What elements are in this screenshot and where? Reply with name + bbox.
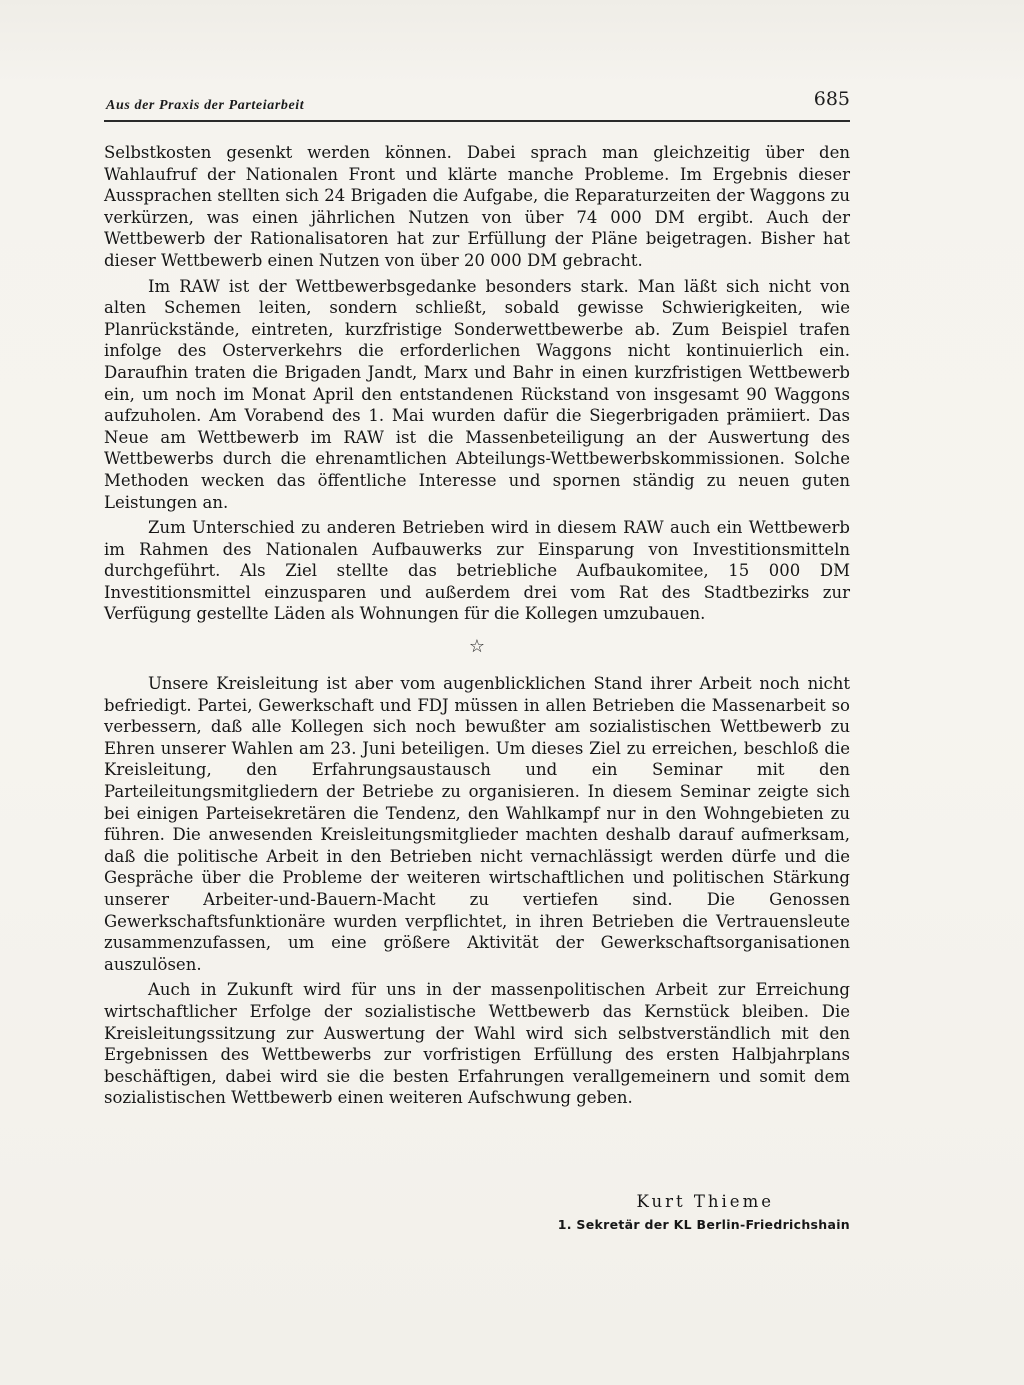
paragraph-3: Zum Unterschied zu anderen Betrieben wird in diesem RAW auch ein Wettbewerb im Rahmen des Nationalen Aufbauwerks zur Einsparung von Investitionsmitteln durchgeführt. Als Ziel stellte das betriebliche Aufbaukomitee, 15 000 DM Investitionsmittel einzusparen und außerdem drei vom Rat des Stadtbezirks zur Verfügung gestellte Läden als Wohnungen für die Kollegen umzubauen. xyxy=(104,518,850,624)
section-separator-star: ☆ xyxy=(468,636,486,658)
paragraph-2: Im RAW ist der Wettbewerbsgedanke besonders stark. Man läßt sich nicht von alten Schemen leiten, sondern schließt, sobald gewisse Schwierigkeiten, wie Planrückstände, eintreten, kurzfristige Sonderwettbewerbe ab. Zum Beispiel trafen infolge des Osterverkehrs die erforderlichen Waggons nicht kontinuierlich ein. Daraufhin traten die Brigaden Jandt, Marx und Bahr in einen kurzfristigen Wettbewerb ein, um noch im Monat April den entstandenen Rückstand von insgesamt 90 Waggons aufzuholen. Am Vorabend des 1. Mai wurden dafür die Siegerbrigaden prämiiert. Das Neue am Wettbewerb im RAW ist die Massenbeteiligung an der Auswertung des Wettbewerbs durch die ehrenamtlichen Abteilungs-Wettbewerbskommissionen. Solche Methoden wecken das öffentliche Interesse und spornen ständig zu neuen guten Leistungen an. xyxy=(104,276,850,512)
running-head: Aus der Praxis der Parteiarbeit xyxy=(106,98,305,113)
author-role: 1. Sekretär der KL Berlin-Friedrichshain xyxy=(557,1217,850,1232)
paragraph-4: Unsere Kreisleitung ist aber vom augenblicklichen Stand ihrer Arbeit noch nicht befriedigt. Partei, Gewerkschaft und FDJ müssen in allen Betrieben die Massenarbeit so verbessern, daß alle Kollegen sich noch bewußter am sozialistischen Wettbewerb zu Ehren unserer Wahlen am 23. Juni beteiligen. Um dieses Ziel zu erreichen, beschloß die Kreisleitung, den Erfahrungsaustausch und ein Seminar mit den Parteileitungsmitgliedern der Betriebe zu organisieren. In diesem Seminar zeigte sich bei einigen Parteisekretären die Tendenz, den Wahlkampf nur in den Wohngebieten zu führen. Die anwesenden Kreisleitungsmitglieder machten deshalb darauf aufmerksam, daß die politische Arbeit in den Betrieben nicht vernachlässigt werden dürfe und die Gespräche über die Probleme der weiteren wirtschaftlichen und politischen Stärkung unserer Arbeiter-und-Bauern-Macht zu vertiefen sind. Die Genossen Gewerkschaftsfunktionäre wurden verpflichtet, in ihren Betrieben die Vertrauensleute zusammenzufassen, um eine größere Aktivität der Gewerkschaftsorganisationen auszulösen. xyxy=(104,674,850,974)
paragraph-1: Selbstkosten gesenkt werden können. Dabei sprach man gleichzeitig über den Wahlaufruf der Nationalen Front und klärte manche Probleme. Im Ergebnis dieser Aussprachen stellten sich 24 Brigaden die Aufgabe, die Reparaturzeiten der Waggons zu verkürzen, was einen jährlichen Nutzen von über 74 000 DM ergibt. Auch der Wettbewerb der Rationalisatoren hat zur Erfüllung der Pläne beigetragen. Bisher hat dieser Wettbewerb einen Nutzen von über 20 000 DM gebracht. xyxy=(104,143,850,270)
paragraph-5: Auch in Zukunft wird für uns in der massenpolitischen Arbeit zur Erreichung wirtschaftlicher Erfolge der sozialistische Wettbewerb das Kernstück bleiben. Die Kreisleitungssitzung zur Auswertung der Wahl wird sich selbstverständlich mit den Ergebnissen des Wettbewerbs zur vorfristigen Erfüllung des ersten Halbjahrplans beschäftigen, dabei wird sie die besten Erfahrungen verallgemeinern und somit dem sozialistischen Wettbewerb einen weiteren Aufschwung geben. xyxy=(104,980,850,1108)
article-body xyxy=(104,142,850,1113)
page-header xyxy=(104,88,850,122)
signature-block xyxy=(104,1192,850,1232)
author-name: Kurt Thieme xyxy=(636,1192,774,1211)
page-number: 685 xyxy=(813,88,850,110)
